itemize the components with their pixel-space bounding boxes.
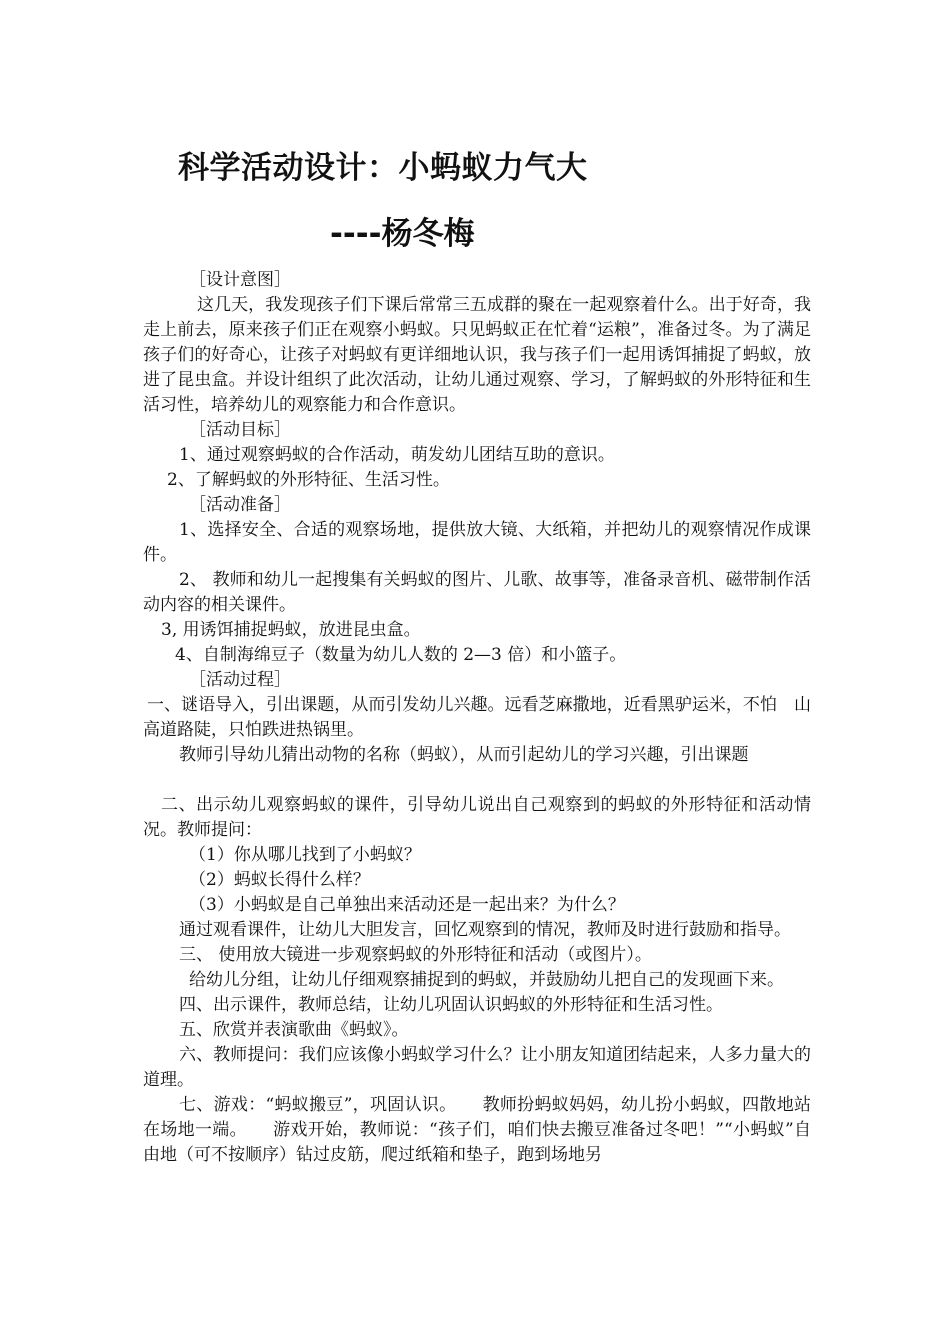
blank-line bbox=[143, 768, 811, 793]
document-title: 科学活动设计：小蚂蚁力气大 bbox=[178, 150, 588, 186]
process-step-2: 二、出示幼儿观察蚂蚁的课件，引导幼儿说出自己观察到的蚂蚁的外形特征和活动情况。教师提问： bbox=[143, 795, 811, 840]
document-body bbox=[143, 268, 811, 1168]
goal-item-1: 1、通过观察蚂蚁的合作活动，萌发幼儿团结互助的意识。 bbox=[179, 445, 615, 465]
preparation-item-4: 4、自制海绵豆子（数量为幼儿人数的 2—3 倍）和小篮子。 bbox=[175, 645, 627, 665]
process-step-3-note: 给幼儿分组，让幼儿仔细观察捕捉到的蚂蚁，并鼓励幼儿把自己的发现画下来。 bbox=[189, 970, 784, 990]
preparation-item-2: 2、 教师和幼儿一起搜集有关蚂蚁的图片、儿歌、故事等，准备录音机、磁带制作活动内容的相关课件。 bbox=[143, 570, 811, 615]
process-step-2-note: 通过观看课件，让幼儿大胆发言，回忆观察到的情况，教师及时进行鼓励和指导。 bbox=[179, 920, 791, 940]
process-step-4: 四、出示课件，教师总结，让幼儿巩固认识蚂蚁的外形特征和生活习性。 bbox=[179, 995, 723, 1015]
preparation-item-1: 1、选择安全、合适的观察场地，提供放大镜、大纸箱，并把幼儿的观察情况作成课件。 bbox=[143, 520, 811, 565]
process-step-7: 七、游戏：“蚂蚁搬豆”，巩固认识。 教师扮蚂蚁妈妈，幼儿扮小蚂蚁，四散地站在场地一端。 游戏开始，教师说：“孩子们，咱们快去搬豆准备过冬吧！”“小蚂蚁”自由地（可不按顺序）钻过皮筋，爬过纸箱和垫子，跑到场地另 bbox=[143, 1095, 811, 1165]
process-step-5: 五、欣赏并表演歌曲《蚂蚁》。 bbox=[179, 1020, 409, 1040]
goal-item-2: 2、了解蚂蚁的外形特征、生活习性。 bbox=[167, 470, 450, 490]
process-step-3: 三、 使用放大镜进一步观察蚂蚁的外形特征和活动（或图片）。 bbox=[179, 945, 652, 965]
document-author: ----杨冬梅 bbox=[330, 216, 475, 252]
section-heading-activity-goals: ［活动目标］ bbox=[189, 420, 291, 440]
section-heading-process: ［活动过程］ bbox=[189, 670, 291, 690]
process-step-1-note: 教师引导幼儿猜出动物的名称（蚂蚁），从而引起幼儿的学习兴趣，引出课题 bbox=[179, 745, 749, 765]
section-heading-preparation: ［活动准备］ bbox=[189, 495, 291, 515]
question-1: （1）你从哪儿找到了小蚂蚁？ bbox=[189, 845, 421, 865]
process-step-1: 一、谜语导入，引出课题，从而引发幼儿兴趣。远看芝麻撒地，近看黑驴运米，不怕 山高道路陡，只怕跌进热锅里。 bbox=[143, 695, 811, 740]
section-heading-design-intent: ［设计意图］ bbox=[189, 270, 291, 290]
question-2: （2）蚂蚁长得什么样？ bbox=[189, 870, 370, 890]
process-step-6: 六、教师提问：我们应该像小蚂蚁学习什么？让小朋友知道团结起来，人多力量大的道理。 bbox=[143, 1045, 811, 1090]
paragraph-design-intent: 这几天，我发现孩子们下课后常常三五成群的聚在一起观察着什么。出于好奇，我走上前去，原来孩子们正在观察小蚂蚁。只见蚂蚁正在忙着“运粮”，准备过冬。为了满足孩子们的好奇心，让孩子对蚂蚁有更详细地认识，我与孩子们一起用诱饵捕捉了蚂蚁，放进了昆虫盒。并设计组织了此次活动，让幼儿通过观察、学习，了解蚂蚁的外形特征和生活习性，培养幼儿的观察能力和合作意识。 bbox=[143, 295, 811, 415]
preparation-item-3: 3, 用诱饵捕捉蚂蚁，放进昆虫盒。 bbox=[161, 620, 421, 640]
question-3: （3）小蚂蚁是自己单独出来活动还是一起出来？为什么？ bbox=[189, 895, 625, 915]
